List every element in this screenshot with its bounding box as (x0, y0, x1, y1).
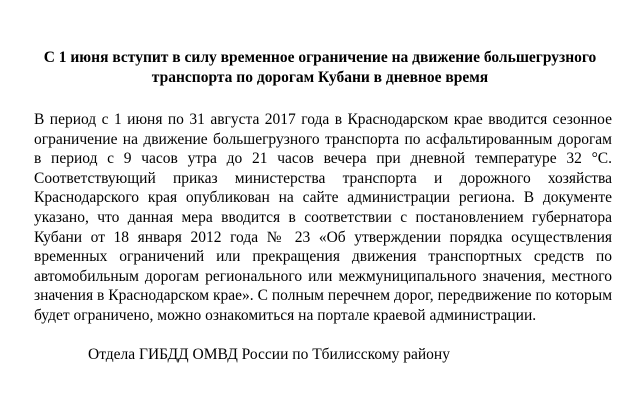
document-body-paragraph: В период с 1 июня по 31 августа 2017 года в Краснодарском крае вводится сезонное ограничение на движение большегрузного транспорта по асфальтированным дорогам в период с 9 часов утра до 21 часов вечера при дневной температуре 32 °С. Соответствующий приказ министерства транспорта и дорожного хозяйства Краснодарского края опубликован на сайте администрации региона. В документе указано, что данная мера вводится в соответствии с постановлением губернатора Кубани от 18 января 2012 года № 23 «Об утверждении порядка осуществления временных ограничений или прекращения движения транспортных средств по автомобильным дорогам регионального или межмуниципального значения, местного значения в Краснодарском крае». С полным перечнем дорог, передвижение по которым будет ограничено, можно ознакомиться на портале краевой администрации. (34, 111, 612, 324)
document-signature: Отдела ГИБДД ОМВД России по Тбилисскому району (88, 346, 450, 363)
document-title: С 1 июня вступит в силу временное ограничение на движение большегрузного транспорта по дорогам Кубани в дневное время (43, 49, 597, 86)
